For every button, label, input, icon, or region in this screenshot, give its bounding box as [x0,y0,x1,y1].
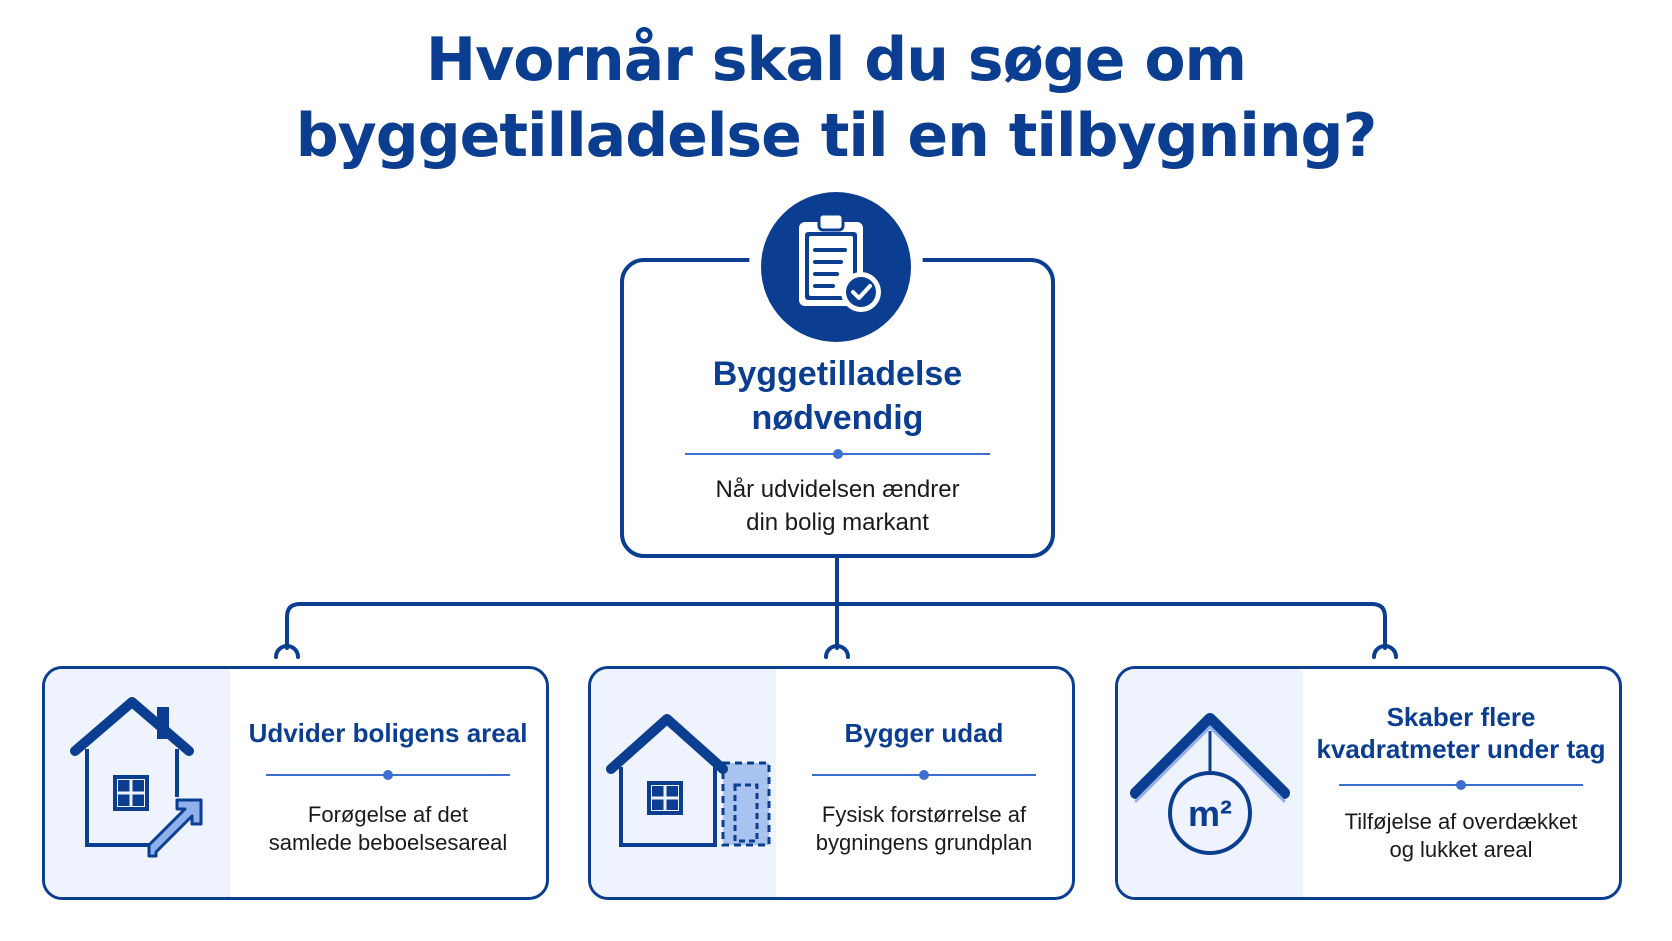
title-line-1: Hvornår skal du søge om [425,25,1247,95]
card-more-square-meters-description-line-1: Tilføjelse af overdækket [1344,809,1578,834]
card-more-square-meters-title [1303,701,1619,765]
permit-heading-line-2: nødvendig [751,399,924,437]
card-expand-area-description [230,801,546,857]
title-line-2: byggetilladelse til en tilbygning? [295,101,1377,171]
card-more-square-meters-title-line-1: Skaber flere [1386,702,1536,732]
card-build-outward-title-line-1: Bygger udad [844,718,1004,748]
permit-description [620,473,1055,539]
card-build-outward-description-line-1: Fysisk forstørrelse af [821,802,1027,827]
house-extension-icon [591,669,776,900]
clipboard-check-icon [761,192,911,342]
card-expand-area-divider [266,770,510,780]
card-expand-area [42,666,549,900]
card-expand-area-title [230,717,546,749]
card-expand-area-title-line-1: Udvider boligens areal [248,718,528,748]
card-more-square-meters-divider [1339,780,1583,790]
house-expand-icon [45,669,230,900]
card-more-square-meters-description-line-2: og lukket areal [1389,837,1533,862]
card-build-outward [588,666,1075,900]
card-build-outward-divider [812,770,1036,780]
roof-square-meter-icon [1118,669,1303,900]
card-more-square-meters-icon-panel [1118,669,1303,897]
square-meter-label: m² [1188,793,1232,834]
card-build-outward-icon-panel [591,669,776,897]
card-build-outward-title [776,717,1072,749]
card-more-square-meters-text [1303,669,1619,897]
card-expand-area-description-line-2: samlede beboelsesareal [268,830,508,855]
permit-heading [620,352,1055,440]
permit-description-line-2: din bolig markant [746,509,929,536]
card-expand-area-text [230,669,546,897]
permit-divider [685,449,990,459]
card-more-square-meters [1115,666,1622,900]
card-build-outward-description-line-2: bygningens grundplan [815,830,1033,855]
card-build-outward-description [776,801,1072,857]
card-more-square-meters-description [1303,808,1619,864]
permit-heading-line-1: Byggetilladelse [712,355,963,393]
card-expand-area-icon-panel [45,669,230,897]
permit-description-line-1: Når udvidelsen ændrer [715,476,960,503]
card-expand-area-description-line-1: Forøgelse af det [307,802,469,827]
card-more-square-meters-title-line-2: kvadratmeter under tag [1316,734,1606,764]
card-build-outward-text [776,669,1072,897]
